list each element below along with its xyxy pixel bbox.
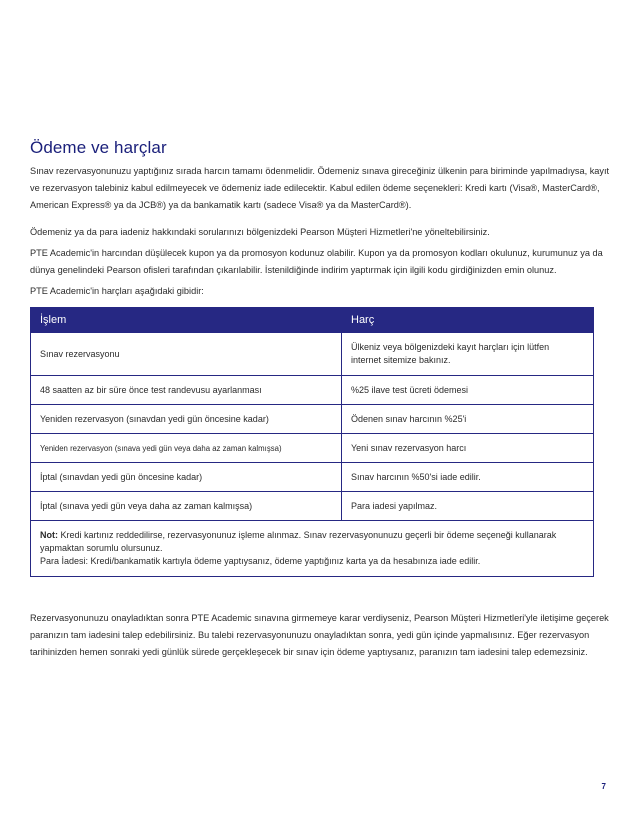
voucher-paragraph: PTE Academic'in harcından düşülecek kupon ya da promosyon kodunuz olabilir. Kupon ya da promosyon kodları okulunuz, kurumunuz ya da dünya genelindeki Pearson ofisleri tarafından çıkarılabilir. İstenildiğinde indirim yaptırmak için ilgili kodu girdiğinizden emin olunuz.: [30, 248, 603, 275]
row-islem: İptal (sınava yedi gün veya daha az zaman kalmışsa): [31, 492, 342, 521]
table-row: [31, 463, 594, 492]
header-harc: Harç: [342, 308, 594, 333]
table-note-row: [31, 521, 594, 577]
row-harc: Para iadesi yapılmaz.: [342, 492, 594, 521]
row-harc: Ülkeniz veya bölgenizdeki kayıt harçları için lütfen internet sitemize bakınız.: [342, 333, 594, 376]
row-islem: 48 saatten az bir süre önce test randevusu ayarlanması: [31, 376, 342, 405]
table-row: [31, 333, 594, 376]
fees-table: [30, 307, 594, 577]
refund-paragraph: Rezervasyonunuzu onayladıktan sonra PTE Academic sınavına girmemeye karar verdiyseniz, Pearson Müşteri Hizmetleri'yle iletişime geçerek paranızın tam iadesini talep edebilirsiniz. Bu talebi rezervasyonunuzu onayladıktan sonra, yedi gün içinde yapmalısınız. Eğer rezervasyon tarihinizden hemen sonraki yedi günlük sürede gerçekleşecek bir sınav için ödeme yaptıysanız, paranızın tam iadesini talep edemezsiniz.: [30, 613, 609, 657]
table-row: [31, 376, 594, 405]
row-harc: Yeni sınav rezervasyon harcı: [342, 434, 594, 463]
customer-service-paragraph: Ödemeniz ya da para iadeniz hakkındaki sorularınızı bölgenizdeki Pearson Müşteri Hizmetleri'ne yöneltebilirsiniz.: [30, 227, 490, 237]
row-harc: Sınav harcının %50'si iade edilir.: [342, 463, 594, 492]
section-title: Ödeme ve harçlar: [30, 138, 167, 157]
note-line-2: Para İadesi: Kredi/bankamatik kartıyla ödeme yaptıysanız, ödeme yaptığınız karta ya da hesabınıza iade edilir.: [40, 556, 481, 566]
table-row: [31, 492, 594, 521]
row-harc: %25 ilave test ücreti ödemesi: [342, 376, 594, 405]
payment-requirement-paragraph: Sınav rezervasyonunuzu yaptığınız sırada harcın tamamı ödenmelidir. Ödemeniz sınava gireceğiniz ülkenin para biriminde yapılmadıysa, kayıt ve rezervasyon talebiniz kabul edilmeyecek ve ödemeniz iade edilecektir. Kabul edilen ödeme seçenekleri: Kredi kartı (Visa®, MasterCard®, American Express® ya da JCB®) ya da bankamatik kartı (sadece Visa® ya da MasterCard®).: [30, 166, 610, 210]
table-row: [31, 405, 594, 434]
fees-intro-paragraph: PTE Academic'in harçları aşağıdaki gibidir:: [30, 286, 204, 296]
table-row: [31, 434, 594, 463]
page-number: 7: [601, 782, 606, 791]
row-islem: Yeniden rezervasyon (sınava yedi gün veya daha az zaman kalmışsa): [31, 434, 342, 463]
row-islem: Yeniden rezervasyon (sınavdan yedi gün öncesine kadar): [31, 405, 342, 434]
note-line-1: Kredi kartınız reddedilirse, rezervasyonunuz işleme alınmaz. Sınav rezervasyonunuzu geçerli bir ödeme seçeneği kullanarak yapmaktan sorumlu olursunuz.: [40, 530, 557, 553]
table-note: [31, 521, 594, 577]
row-islem: Sınav rezervasyonu: [31, 333, 342, 376]
row-harc: Ödenen sınav harcının %25'i: [342, 405, 594, 434]
note-label: Not:: [40, 530, 58, 540]
header-islem: İşlem: [31, 308, 342, 333]
row-islem: İptal (sınavdan yedi gün öncesine kadar): [31, 463, 342, 492]
table-header-row: [31, 308, 594, 333]
